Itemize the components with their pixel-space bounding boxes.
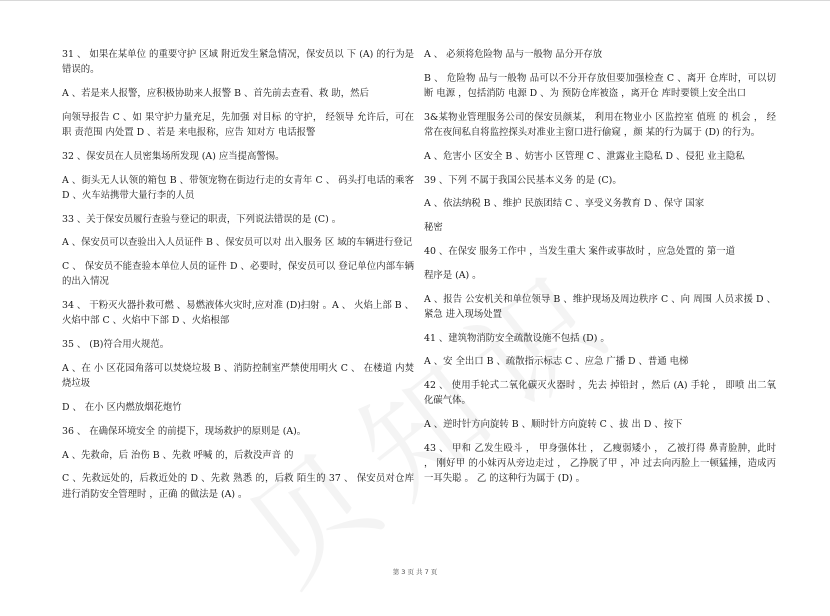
paragraph: A 、逆时针方向旋转 B 、顺时针方向旋转 C 、拔 出 D 、按下 xyxy=(424,419,683,431)
paragraph: A 、保安员可以查验出入人员证件 B 、保安员可以对 出入服务 区 域的车辆进行登记 xyxy=(62,237,413,249)
paragraph: 40 、在保安 服务工作中 ，当发生重大 案件或事故时 ，应急处置的 第一道 xyxy=(424,245,736,257)
paragraph: 33 、关于保安员履行查验与登记的职责，下列说法错误的是 (C) 。 xyxy=(62,213,342,225)
paragraph: D 、 在小 区内燃放烟花炮竹 xyxy=(62,401,182,413)
paragraph: B 、 危险物 品与一般物 品可以不分开存放但要加强检查 C 、离开 仓库时，可以切断 电源 ，包括消防 电源 D 、为 预防仓库被盗 ，离开仓 库时要锁上安全出口 xyxy=(424,72,776,99)
paragraph: 39 、下列 不属于我国公民基本义务 的是 (C)。 xyxy=(424,174,622,186)
paragraph: 程序是 (A) 。 xyxy=(424,269,482,281)
paragraph: A 、危害小 区安全 B 、妨害小 区管理 C 、泄露业主隐私 D 、侵犯 业主隐私 xyxy=(424,150,745,162)
paragraph: A 、依法纳税 B 、维护 民族团结 C 、享受义务教育 D 、保守 国家 xyxy=(424,198,705,210)
paragraph: 3&某物业管理服务公司的保安员颜某， 利用在物业小 区监控室 值班 的 机会 ， 经 常在夜间私自将监控探头对准业主窗口进行偷窥 ，颜 某的行为属于 (D) 的行为。 xyxy=(424,111,776,138)
paragraph: 42 、 使用手轮式二氧化碳灭火器时 ，先去 掉铅封 ，然后 (A) 手轮 ， 即喷 出二氧化碳气体。 xyxy=(424,380,776,407)
paragraph: 31 、 如果在某单位 的重要守护 区域 附近发生紧急情况，保安员以 下 (A) 的行为是错误的。 xyxy=(62,49,414,76)
paragraph: A 、若是来人报警，应积极协助来人报警 B 、首先前去查看、救 助，然后 xyxy=(62,88,369,99)
paragraph: 36 、 在确保环境安全 的前提下，现场救护的原则是 (A)。 xyxy=(62,425,307,437)
paragraph: A 、在 小 区花园角落可以焚烧垃圾 B 、消防控制室严禁使用明火 C 、 在楼道 内焚烧垃圾 xyxy=(62,362,414,390)
paragraph: A 、 必须将危险物 品与一般物 品分开存放 xyxy=(424,49,603,60)
paragraph: 34 、 干粉灭火器扑救可燃 、易燃液体火灾时,应对准 (D)扫射 。A 、 火焰上部 B 、火焰中部 C 、火焰中下部 D 、火焰根部 xyxy=(62,300,414,327)
paragraph: A 、先救命，后 治伤 B 、先救 呼喊 的，后救没声音 的 xyxy=(62,449,294,461)
paragraph: 41 、建筑物消防安全疏散设施不包括 (D) 。 xyxy=(424,332,610,344)
right-column xyxy=(424,47,776,495)
paragraph: 向领导报告 C 、如 果守护力量充足，先加强 对目标 的守护， 经领导 允许后，可在职 责范围 内处置 D 、若是 来电报称，应告 知对方 电话报警 xyxy=(62,111,414,138)
paragraph: A 、街头无人认领的箱包 B 、带领宠物在街边行走的女青年 C 、 码头打电话的乘客 D 、火车站携带大量行李的人员 xyxy=(62,174,414,201)
paragraph: 35 、 (B)符合用火规范。 xyxy=(62,339,170,351)
left-column xyxy=(62,47,414,510)
page-footer: 第 3 页 共 7 页 xyxy=(392,568,438,576)
paragraph: 32 、保安员在人员密集场所发现 (A) 应当提高警惕。 xyxy=(62,150,285,162)
paragraph: A 、报告 公安机关和单位领导 B 、维护现场及周边秩序 C 、向 周围 人员求援 D 、紧急 进入现场处置 xyxy=(424,293,776,320)
paragraph: 43 、 甲和 乙发生殴斗 ， 甲身强体壮 ， 乙瘦弱矮小 ， 乙被打得 鼻青脸肿，此时 ， 刚好甲 的小妹丙从旁边走过 ， 乙挣脱了甲 ，冲 过去向丙脸上一顿猛捶，造成丙一耳失聪 。 乙 的这种行为属于 (D) 。 xyxy=(424,442,776,485)
paragraph: C 、 保安员不能查验本单位人员的证件 D 、必要时，保安员可以 登记单位内部车辆 的出入情况 xyxy=(62,261,414,288)
paragraph: C 、先救远处的，后救近处的 D 、先救 熟悉 的，后救 陌生的 37 、 保安员对仓库进行消防安全管理时 ，正确 的做法是 (A) 。 xyxy=(62,473,414,500)
paragraph: A 、安 全出口 B 、疏散指示标志 C 、应急 广播 D 、普通 电梯 xyxy=(424,356,689,368)
paragraph: 秘密 xyxy=(424,222,443,234)
